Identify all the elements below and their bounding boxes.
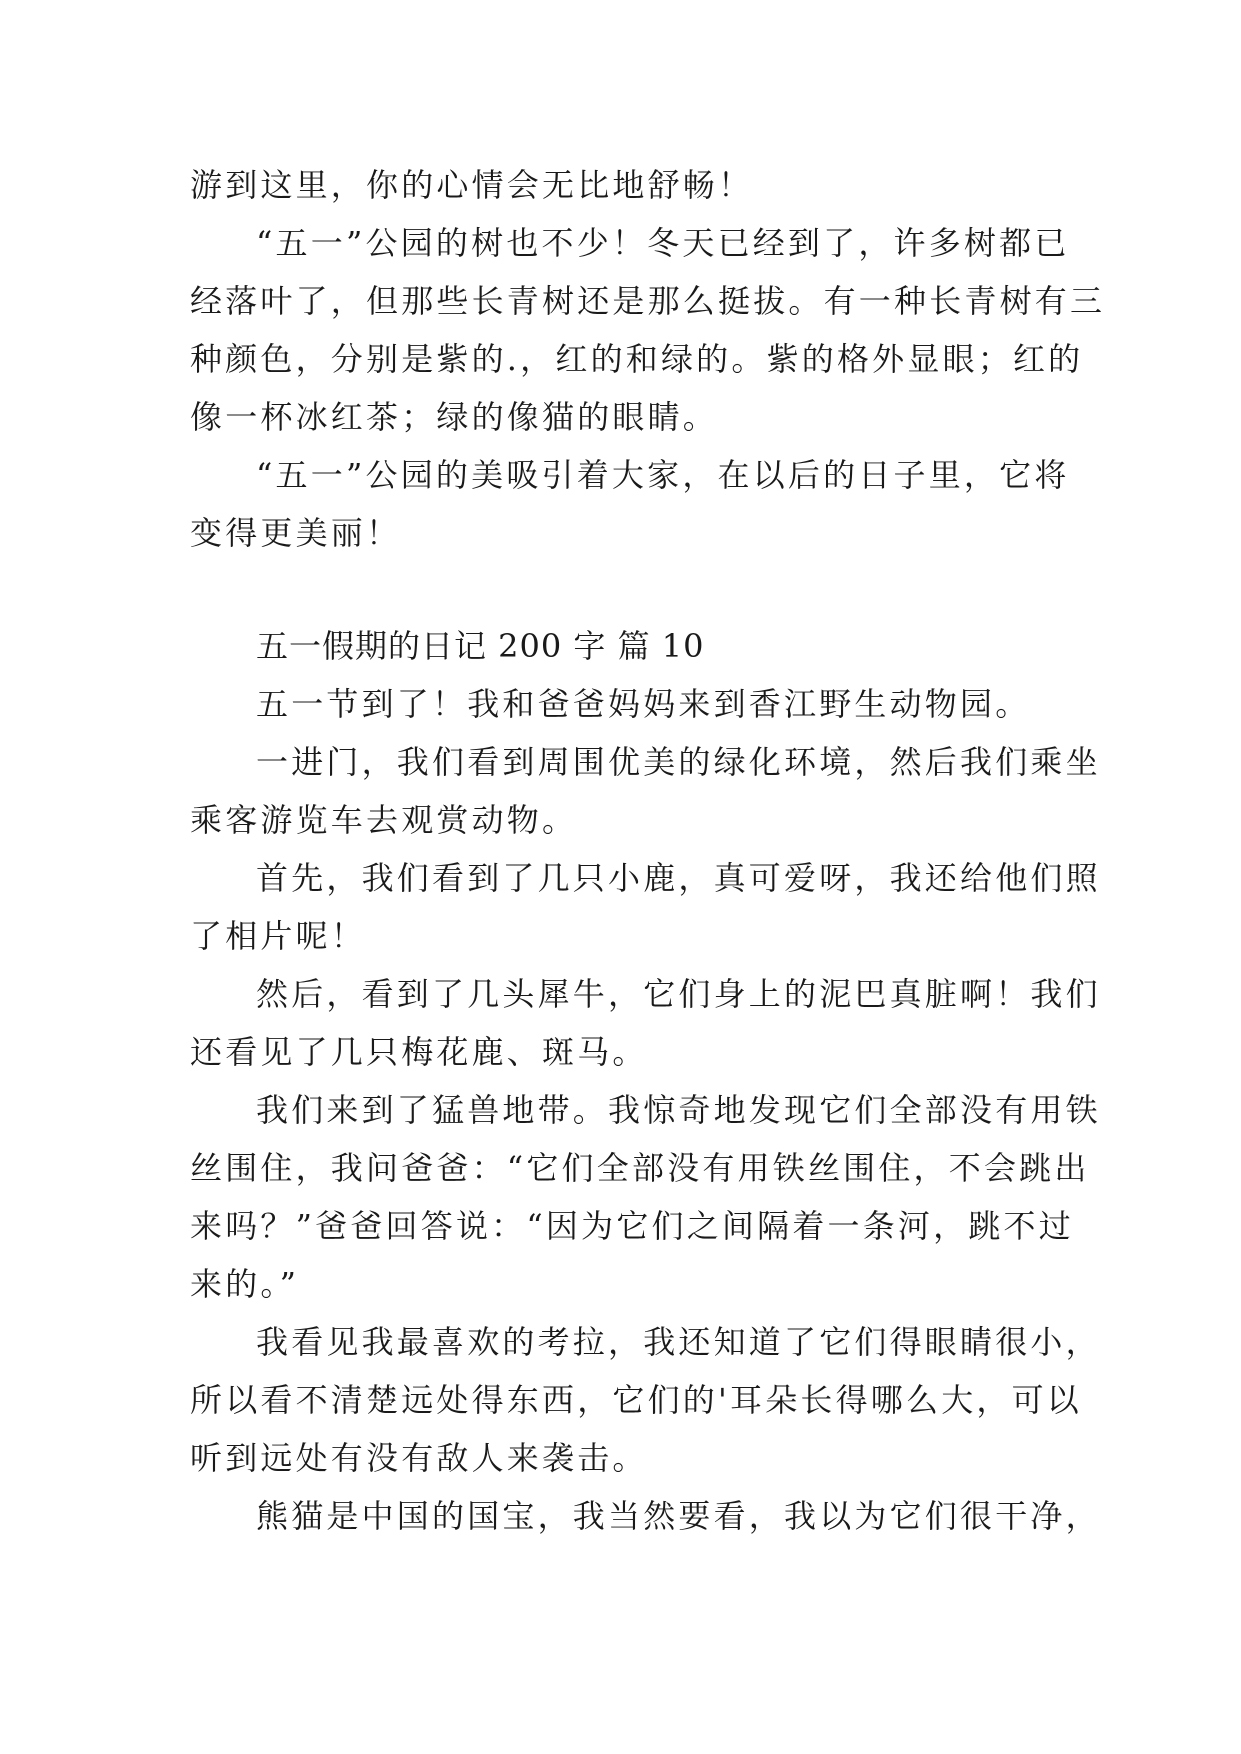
paragraph-line: 一进门，我们看到周围优美的绿化环境，然后我们乘坐 [256, 743, 1101, 781]
paragraph-line: 变得更美丽！ [190, 514, 402, 552]
paragraph-line: 种颜色，分别是紫的.，红的和绿的。紫的格外显眼；红的 [190, 340, 1084, 378]
paragraph-line: 听到远处有没有敌人来袭击。 [190, 1439, 648, 1477]
paragraph-line: “五一”公园的美吸引着大家，在以后的日子里，它将 [256, 456, 1070, 494]
paragraph-line: 了相片呢！ [190, 917, 367, 955]
paragraph-line: 熊猫是中国的国宝，我当然要看，我以为它们很干净， [256, 1497, 1101, 1535]
paragraph-line: 然后，看到了几头犀牛，它们身上的泥巴真脏啊！我们 [256, 975, 1101, 1013]
paragraph-line: 五一节到了！我和爸爸妈妈来到香江野生动物园。 [256, 685, 1031, 723]
paragraph-line: 还看见了几只梅花鹿、斑马。 [190, 1033, 648, 1071]
paragraph-line: 来的。” [190, 1265, 300, 1303]
paragraph-line: 我们来到了猛兽地带。我惊奇地发现它们全部没有用铁 [256, 1091, 1101, 1129]
paragraph-line: 丝围住，我问爸爸：“它们全部没有用铁丝围住，不会跳出 [190, 1149, 1090, 1187]
paragraph-line: “五一”公园的树也不少！冬天已经到了，许多树都已 [256, 224, 1070, 262]
paragraph-line: 经落叶了，但那些长青树还是那么挺拔。有一种长青树有三 [190, 282, 1106, 320]
paragraph-line: 乘客游览车去观赏动物。 [190, 801, 578, 839]
paragraph-line: 我看见我最喜欢的考拉，我还知道了它们得眼睛很小， [256, 1323, 1101, 1361]
paragraph-line: 游到这里，你的心情会无比地舒畅！ [190, 166, 754, 204]
paragraph-line: 来吗？”爸爸回答说：“因为它们之间隔着一条河，跳不过 [190, 1207, 1074, 1245]
paragraph-line: 首先，我们看到了几只小鹿，真可爱呀，我还给他们照 [256, 859, 1101, 897]
paragraph-line: 像一杯冰红茶；绿的像猫的眼睛。 [190, 398, 719, 436]
section-heading: 五一假期的日记 200 字 篇 10 [256, 627, 705, 665]
paragraph-line: 所以看不清楚远处得东西，它们的'耳朵长得哪么大，可以 [190, 1381, 1082, 1419]
